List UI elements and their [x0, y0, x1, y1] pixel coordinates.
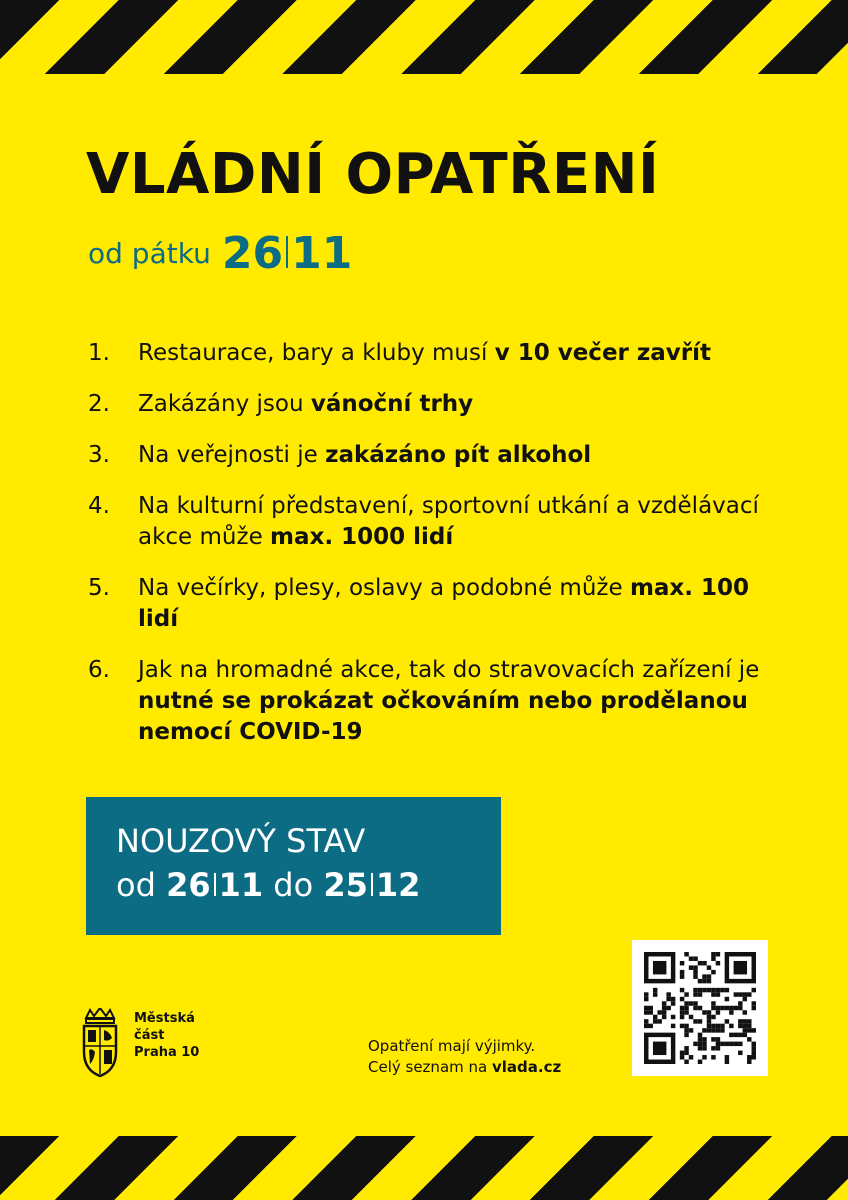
- item-text: [138, 491, 788, 553]
- item-plain: Na kulturní představení, sportovní utkání a vzdělávací akce může: [138, 493, 759, 550]
- logo-line: část: [134, 1028, 165, 1043]
- note-line: [368, 1057, 561, 1078]
- item-plain: Jak na hromadné akce, tak do stravovacích zařízení je: [138, 657, 760, 683]
- list-item: [88, 491, 788, 553]
- item-text: [138, 389, 788, 420]
- date-separator: [371, 873, 373, 896]
- vlada-link[interactable]: vlada.cz: [491, 1058, 562, 1076]
- date-separator: [286, 236, 288, 268]
- page-title: VLÁDNÍ OPATŘENÍ: [86, 142, 660, 207]
- hazard-stripes-top: [0, 0, 848, 74]
- emergency-box: [86, 797, 501, 935]
- from-month: 11: [218, 866, 264, 904]
- subtitle-lead: od pátku: [88, 237, 211, 270]
- item-text: [138, 440, 788, 471]
- to-date: [323, 866, 420, 904]
- item-plain: Na veřejnosti je: [138, 442, 326, 468]
- date-separator: [214, 873, 216, 896]
- item-plain: Na večírky, plesy, oslavy a podobné může: [138, 575, 630, 601]
- coat-of-arms-icon: [80, 1008, 120, 1078]
- list-item: [88, 440, 788, 471]
- item-number: 4.: [88, 493, 110, 519]
- hazard-stripes-bottom: [0, 1136, 848, 1200]
- item-bold: nutné se prokázat očkováním nebo prodělanou nemocí COVID-19: [138, 688, 748, 745]
- item-text: [138, 573, 788, 635]
- item-plain: Restaurace, bary a kluby musí: [138, 340, 495, 366]
- logo-line: Praha 10: [134, 1045, 200, 1060]
- emergency-dates: [116, 863, 471, 907]
- list-item: [88, 338, 788, 369]
- note-prefix: Celý seznam na: [368, 1058, 492, 1076]
- from-date: [166, 866, 263, 904]
- to-day: 25: [323, 866, 368, 904]
- list-item: [88, 655, 788, 748]
- item-number: 3.: [88, 442, 110, 468]
- list-item: [88, 573, 788, 635]
- municipality-logo-text: [134, 1010, 199, 1061]
- subtitle: [88, 228, 352, 279]
- item-bold: max. 100 lidí: [138, 575, 750, 632]
- item-bold: max. 1000 lidí: [270, 524, 454, 550]
- item-bold: v 10 večer zavřít: [494, 340, 712, 366]
- exceptions-note: [368, 1036, 561, 1078]
- item-text: [138, 655, 788, 748]
- item-plain: Zakázány jsou: [138, 391, 311, 417]
- from-day: 26: [166, 866, 211, 904]
- from-word: od: [116, 866, 156, 904]
- note-line: Opatření mají výjimky.: [368, 1037, 536, 1055]
- subtitle-month: 11: [291, 228, 353, 279]
- list-item: [88, 389, 788, 420]
- item-bold: vánoční trhy: [310, 391, 474, 417]
- logo-line: Městská: [134, 1011, 195, 1026]
- item-number: 6.: [88, 657, 110, 683]
- item-number: 5.: [88, 575, 110, 601]
- item-number: 1.: [88, 340, 110, 366]
- item-text: [138, 338, 788, 369]
- measures-list: [88, 338, 788, 768]
- to-month: 12: [375, 866, 421, 904]
- qr-code-icon: [632, 940, 768, 1076]
- to-word: do: [273, 866, 314, 904]
- item-number: 2.: [88, 391, 110, 417]
- item-bold: zakázáno pít alkohol: [325, 442, 592, 468]
- subtitle-day: 26: [221, 228, 284, 279]
- subtitle-date: [222, 228, 352, 279]
- emergency-title: NOUZOVÝ STAV: [116, 822, 366, 860]
